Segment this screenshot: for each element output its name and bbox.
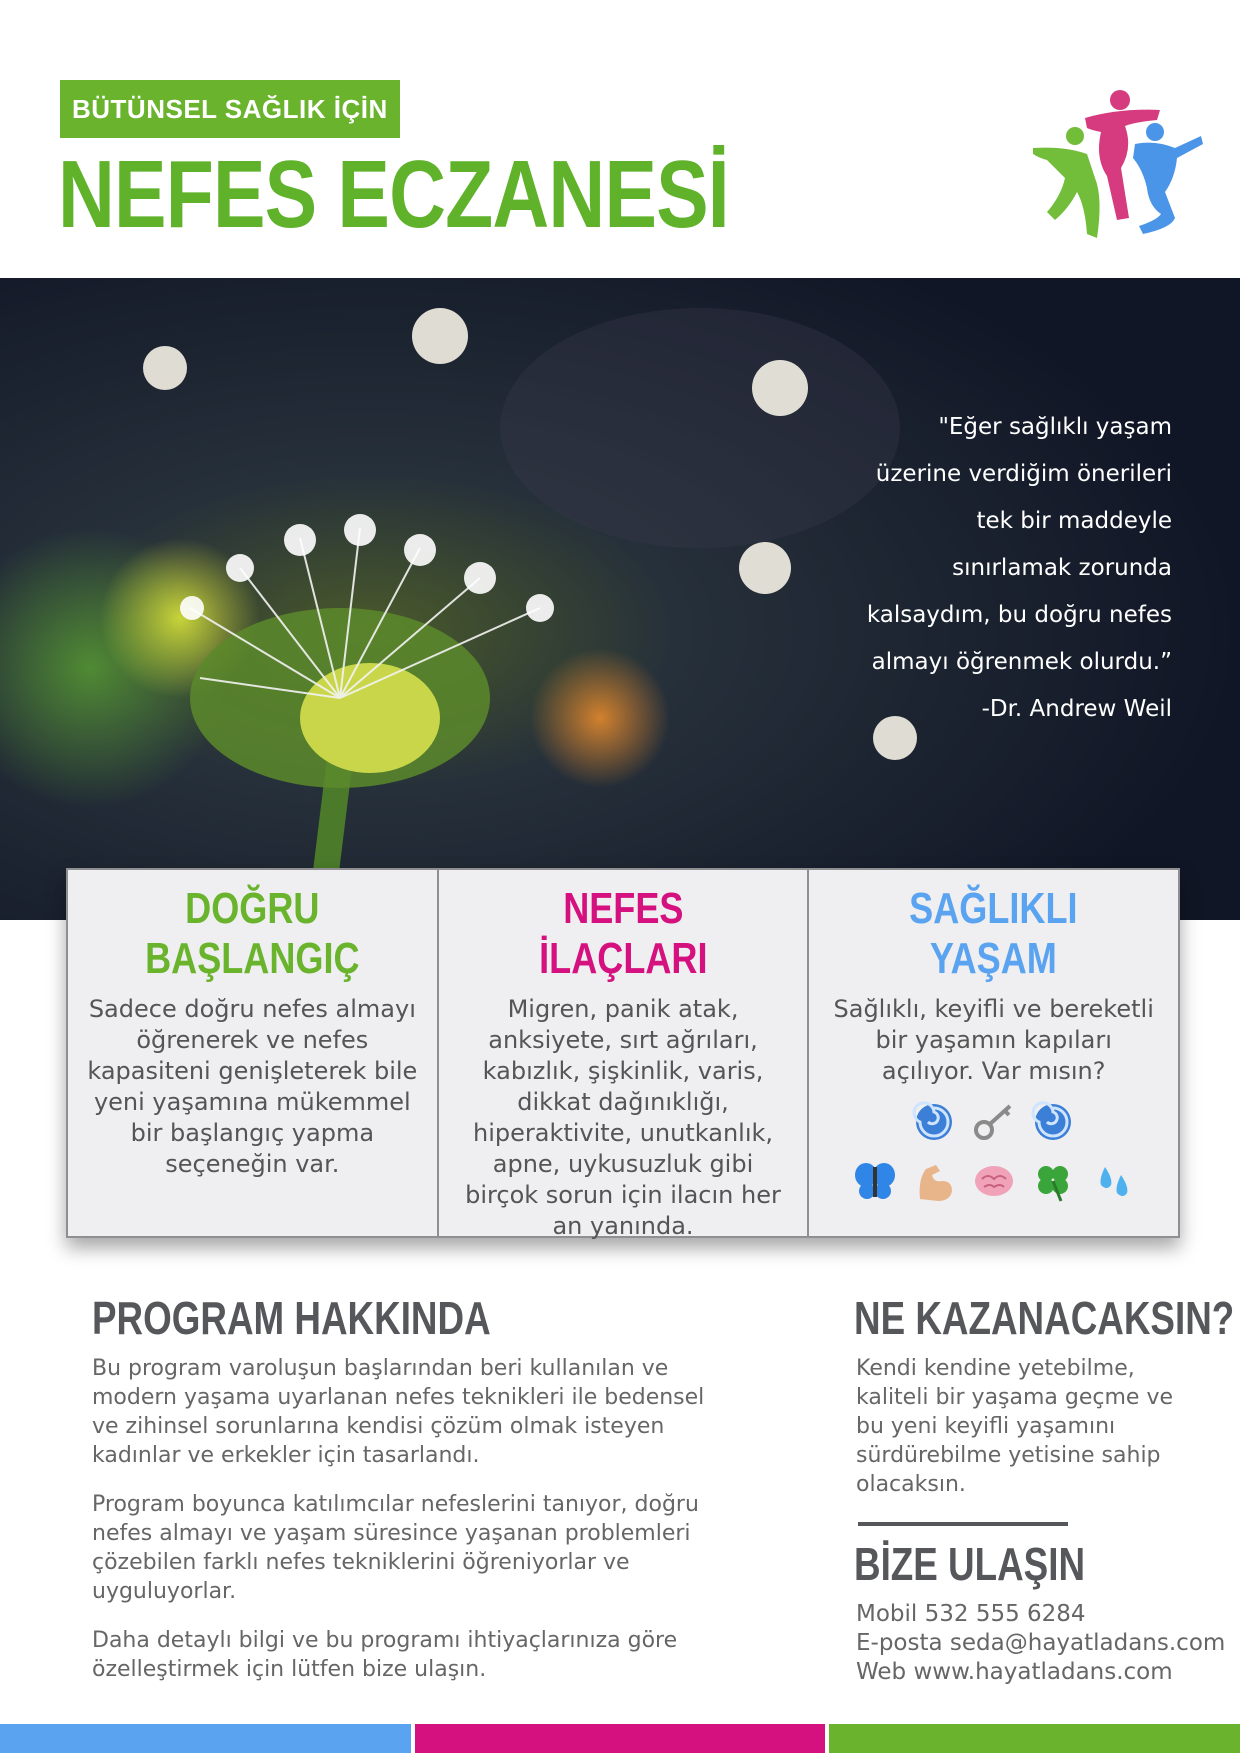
program-paragraph-2: Program boyunca katılımcılar nefeslerini tanıyor, doğru nefes almayı ve yaşam süresince yaşanan problemleri çözebilen farklı nefes tekniklerini öğreniyorlar ve uyguluyorlar. [92,1492,699,1604]
dandelion-seeds-photo-icon [0,278,1240,920]
quote-author: -Dr. Andrew Weil [981,696,1172,722]
bottom-color-bar [0,1724,1240,1753]
card-title [857,884,1130,984]
cyclone-icon [1031,1100,1075,1144]
program-paragraph-3: Daha detaylı bilgi ve bu programı ihtiyaçlarınıza göre özelleştirmek için lütfen bize ulaşın. [92,1628,678,1682]
quote-line: almayı öğrenmek olurdu.” [871,649,1172,675]
card-dogru-baslangic [66,868,439,1238]
contact-info [856,1600,1225,1687]
card-text: Migren, panik atak, anksiyete, sırt ağrıları, kabızlık, şişkinlik, varis, dikkat dağınıklığı, hiperaktivite, unutkanlık, apne, uykusuzluk gibi birçok sorun için ilacın her an yanında. [465,995,781,1240]
benefits-heading: NE KAZANACAKSIN? [854,1292,1235,1344]
key-icon [972,1100,1016,1144]
emoji-row [827,1158,1160,1203]
contact-mobile: Mobil 532 555 6284 [856,1601,1086,1627]
contact-web: Web www.hayatladans.com [856,1659,1173,1685]
subtitle-tag: BÜTÜNSEL SAĞLIK İÇİN [60,80,400,138]
bottom-bar-green [829,1724,1240,1753]
card-title-line: YAŞAM [930,934,1058,983]
contact-heading: BİZE ULAŞIN [854,1538,1086,1590]
section-divider [858,1522,1068,1526]
bottom-bar-blue [0,1724,411,1753]
bottom-bar-magenta [415,1724,826,1753]
card-title [116,884,389,984]
cyclone-icon [912,1100,956,1144]
brain-icon [972,1159,1016,1203]
card-title [487,884,760,984]
card-title-line: BAŞLANGIÇ [145,934,360,983]
quote-line: üzerine verdiğim önerileri [875,461,1172,487]
hero-banner [0,278,1240,920]
card-title-line: NEFES [562,884,684,933]
four-leaf-clover-icon [1031,1159,1075,1203]
benefits-text: Kendi kendine yetebilme, kaliteli bir yaşama geçme ve bu yeni keyifli yaşamını sürdürebilme yetisine sahip olacaksın. [856,1356,1174,1497]
quote-line: kalsaydım, bu doğru nefes [866,602,1172,628]
card-title-line: SAĞLIKLI [909,884,1078,933]
butterfly-icon [853,1159,897,1203]
emoji-row [827,1099,1160,1144]
quote-line: tek bir maddeyle [976,508,1172,534]
card-text: Sadece doğru nefes almayı öğrenerek ve nefes kapasiteni genişleterek bile yeni yaşamına mükemmel bir başlangıç yapma seçeneğin var. [87,995,418,1178]
quote-line: "Eğer sağlıklı yaşam [938,414,1172,440]
program-paragraph-1: Bu program varoluşun başlarından beri kullanılan ve modern yaşama uyarlanan nefes teknikleri ile bedensel ve zihinsel sorunlarına kendisi çözüm olmak isteyen kadınlar ve erkekler için tasarlandı. [92,1356,705,1468]
contact-email: E-posta seda@hayatladans.com [856,1630,1226,1656]
hero-quote [812,404,1172,733]
dancing-figures-logo-icon [1025,88,1205,248]
card-saglikli-yasam [809,868,1180,1238]
card-nefes-ilaclari [439,868,810,1238]
card-text: Sağlıklı, keyifli ve bereketli bir yaşamın kapıları açılıyor. Var mısın? [833,995,1154,1085]
program-heading: PROGRAM HAKKINDA [92,1292,491,1344]
quote-line: sınırlamak zorunda [952,555,1172,581]
card-title-line: İLAÇLARI [538,934,708,983]
page-title: NEFES ECZANESİ [58,141,729,248]
card-title-line: DOĞRU [185,884,320,933]
droplets-icon [1091,1159,1135,1203]
flexed-biceps-icon [912,1159,956,1203]
feature-cards [66,868,1180,1238]
